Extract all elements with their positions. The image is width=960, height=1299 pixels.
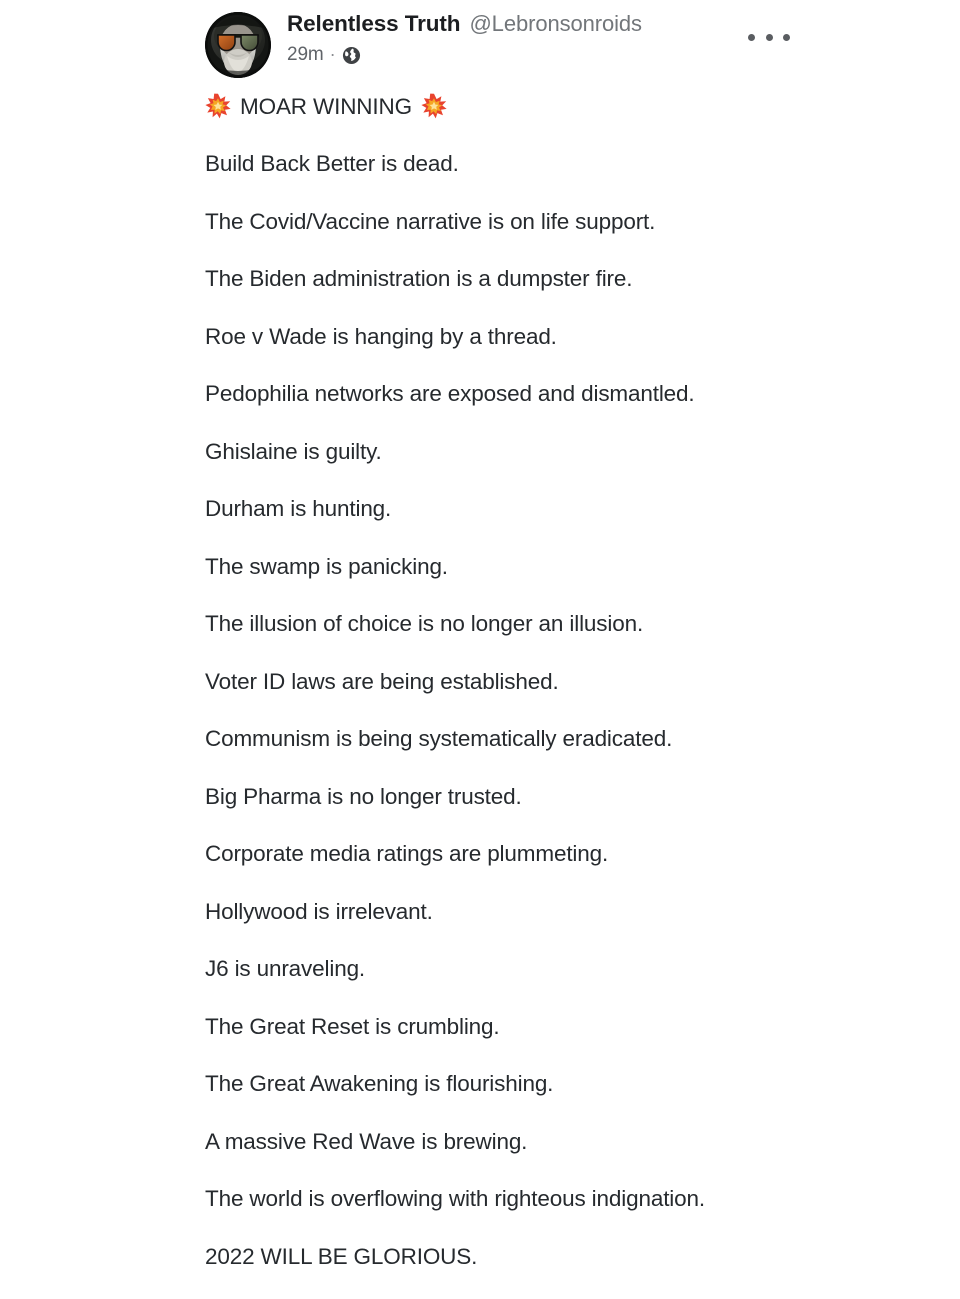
ellipsis-horizontal-icon (766, 34, 773, 41)
post-options-button[interactable] (748, 22, 790, 52)
post-line: A massive Red Wave is brewing. (205, 1128, 528, 1154)
post-meta (287, 44, 642, 66)
collision-emoji (205, 93, 231, 119)
globe-icon[interactable] (342, 46, 361, 65)
post-headline (205, 92, 920, 122)
post-line: Communism is being systematically eradicated. (205, 726, 673, 751)
post-line: Corporate media ratings are plummeting. (205, 841, 609, 866)
meta-separator: · (329, 44, 336, 65)
author-display-name[interactable]: Relentless Truth (287, 11, 461, 36)
ellipsis-horizontal-icon (783, 34, 790, 41)
author-handle[interactable]: @Lebronsonroids (469, 11, 642, 36)
post-line: Build Back Better is dead. (205, 151, 459, 176)
post-line: J6 is unraveling. (205, 956, 366, 981)
post-line: 2022 WILL BE GLORIOUS. (205, 1243, 478, 1269)
post-line: The Great Reset is crumbling. (205, 1013, 500, 1039)
author-info (287, 10, 642, 66)
ellipsis-horizontal-icon (748, 34, 755, 41)
post-line: The Biden administration is a dumpster fire. (205, 266, 633, 291)
post-line: Big Pharma is no longer trusted. (205, 783, 522, 809)
post-line: Voter ID laws are being established. (205, 668, 559, 694)
name-row (287, 12, 642, 37)
post-line: Durham is hunting. (205, 496, 392, 521)
post-line: The Covid/Vaccine narrative is on life support. (205, 208, 656, 234)
post-line: Roe v Wade is hanging by a thread. (205, 323, 557, 349)
post-line: Pedophilia networks are exposed and dismantled. (205, 381, 695, 406)
post-header (205, 10, 790, 66)
post-line: Ghislaine is guilty. (205, 438, 382, 464)
post-timestamp[interactable]: 29m (287, 43, 324, 65)
post-line: Hollywood is irrelevant. (205, 898, 433, 924)
collision-emoji (421, 93, 447, 119)
avatar[interactable] (205, 12, 271, 78)
post-headline-text: MOAR WINNING (240, 94, 412, 119)
post-line: The world is overflowing with righteous indignation. (205, 1186, 705, 1211)
post-line: The swamp is panicking. (205, 553, 448, 579)
post-line: The Great Awakening is flourishing. (205, 1071, 554, 1096)
post-line: The illusion of choice is no longer an illusion. (205, 611, 644, 636)
post-body (205, 92, 920, 1299)
